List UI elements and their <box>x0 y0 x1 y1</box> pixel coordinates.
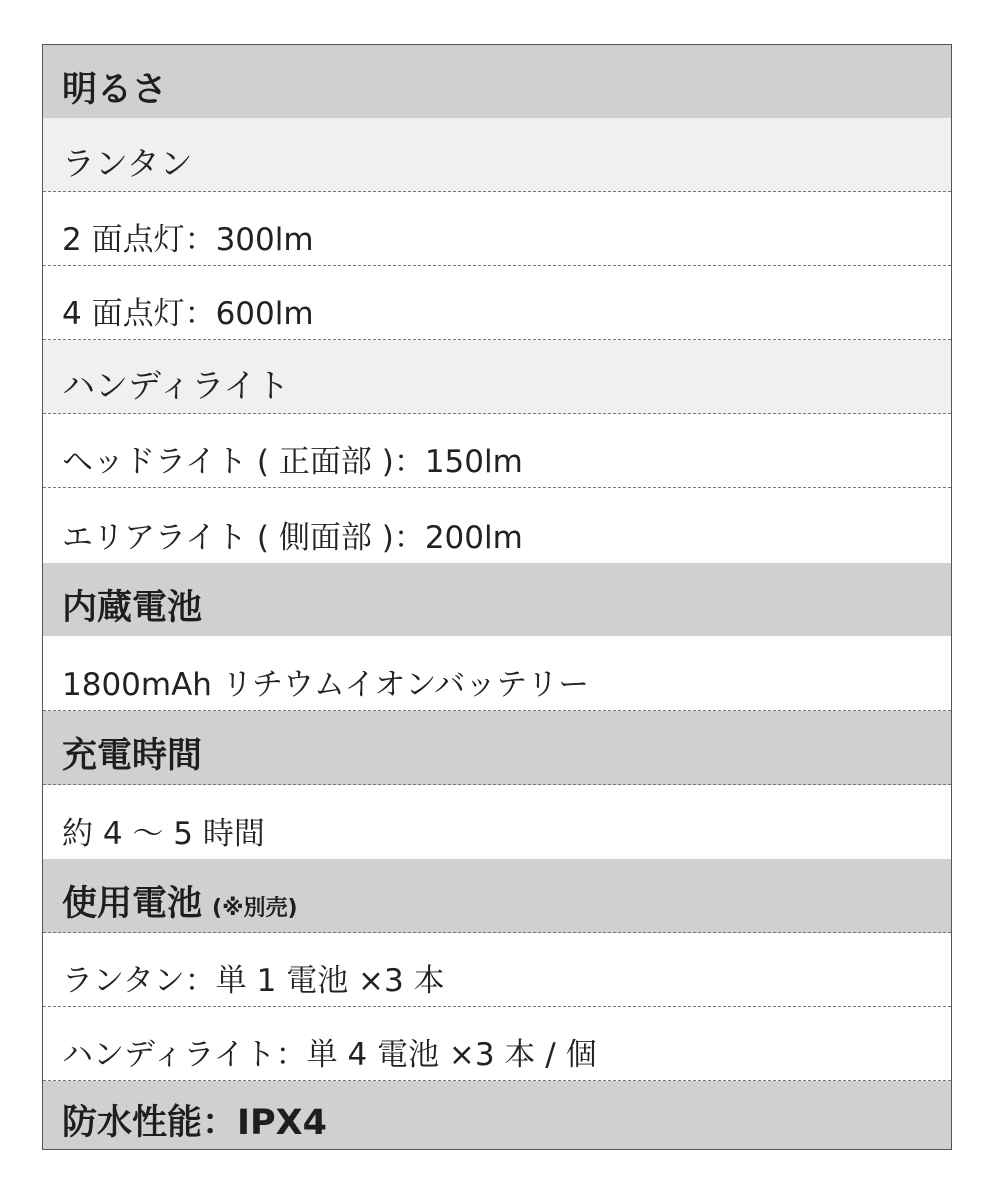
usebattery-note: (※別売) <box>212 896 298 921</box>
battery-heading-row <box>43 563 951 636</box>
spec-table <box>42 44 952 1150</box>
usebattery-handy-value: ハンディライト：単 4 電池 ×3 本 / 個 <box>62 1037 597 1073</box>
usebattery-heading: 使用電池 <box>62 884 203 924</box>
headlight-row <box>43 414 951 488</box>
charge-value-row <box>43 785 951 859</box>
brightness-heading: 明るさ <box>62 70 168 110</box>
lantern-4face-value: 4 面点灯：600lm <box>62 296 314 332</box>
battery-value: 1800mAh リチウムイオンバッテリー <box>62 667 590 703</box>
battery-heading: 内蔵電池 <box>62 588 203 628</box>
waterproof-row <box>43 1081 951 1150</box>
battery-value-row <box>43 636 951 711</box>
arealight-row <box>43 488 951 563</box>
lantern-2face-value: 2 面点灯：300lm <box>62 222 314 258</box>
headlight-value: ヘッドライト ( 正面部 )：150lm <box>62 444 523 480</box>
usebattery-handy-row <box>43 1007 951 1081</box>
lantern-2face-row <box>43 192 951 266</box>
brightness-heading-row <box>43 45 951 118</box>
charge-heading-row <box>43 711 951 785</box>
usebattery-lantern-value: ランタン：単 1 電池 ×3 本 <box>62 963 445 999</box>
handy-heading-row <box>43 340 951 414</box>
lantern-4face-row <box>43 266 951 340</box>
handy-heading: ハンディライト <box>62 366 290 405</box>
usebattery-lantern-row <box>43 933 951 1007</box>
charge-value: 約 4 〜 5 時間 <box>62 816 265 852</box>
usebattery-heading-row <box>43 859 951 933</box>
waterproof-value: 防水性能：IPX4 <box>62 1103 328 1143</box>
lantern-heading-row <box>43 118 951 192</box>
arealight-value: エリアライト ( 側面部 )：200lm <box>62 520 523 556</box>
charge-heading: 充電時間 <box>62 736 203 776</box>
lantern-heading: ランタン <box>62 144 193 183</box>
